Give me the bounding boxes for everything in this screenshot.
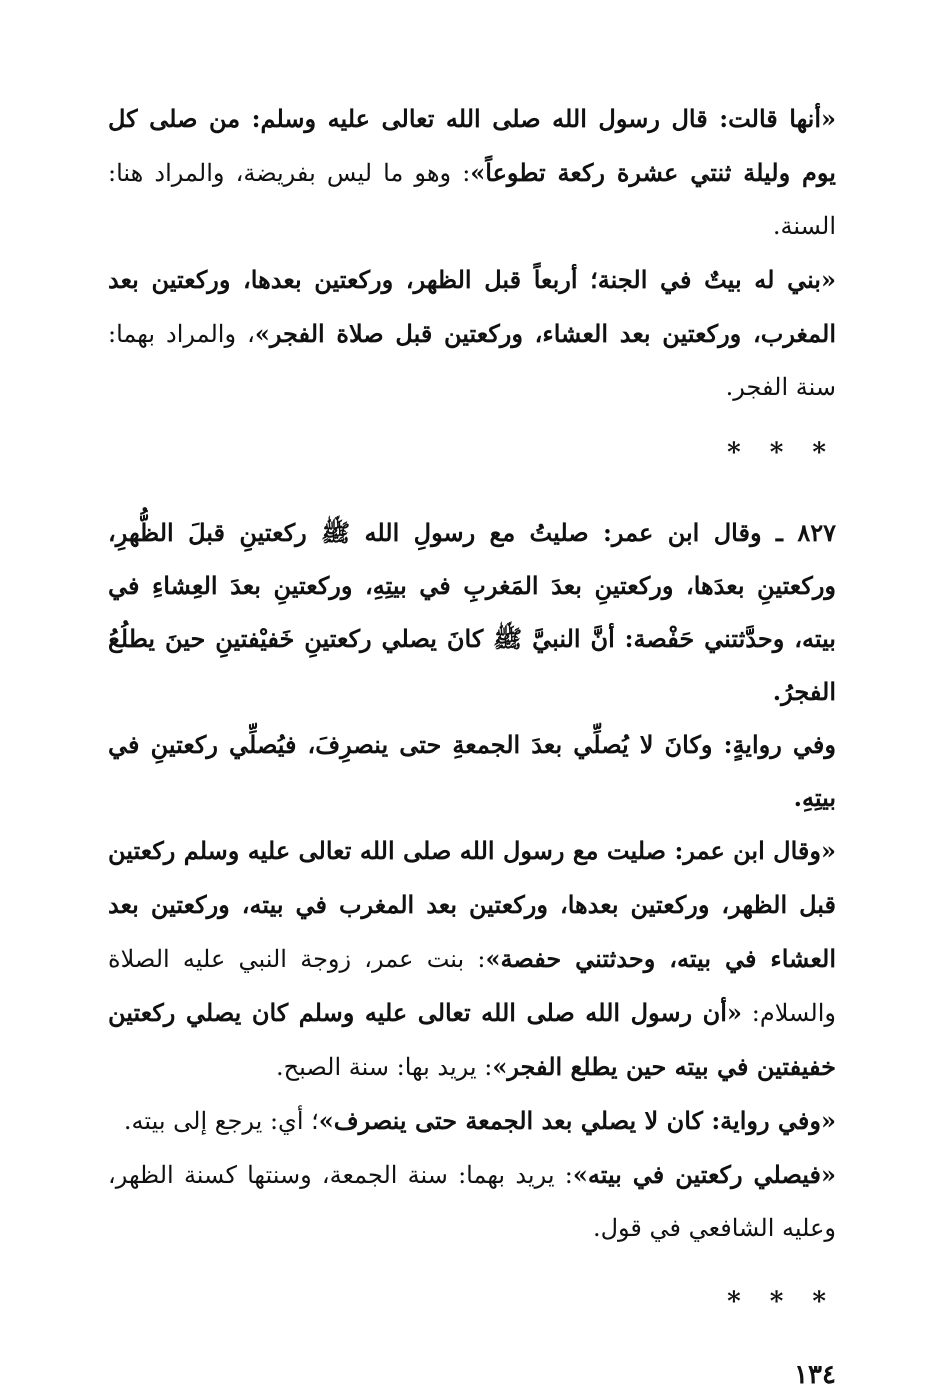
commentary-paragraph-5	[108, 1148, 836, 1255]
quoted-text: «أنها قالت: قال رسول الله صلى الله تعالى عليه وسلم: من صلى كل يوم وليلة ثنتي عشرة ركعة تطوعاً»	[108, 104, 836, 187]
quoted-text: «بني له بيتٌ في الجنة؛ أربعاً قبل الظهر، وركعتين بعدها، وركعتين بعد المغرب، وركعتين بعد العشاء، وركعتين قبل صلاة الفجر»	[108, 265, 836, 348]
quoted-text: «وقال ابن عمر: صليت مع رسول الله صلى الله تعالى عليه وسلم ركعتين قبل الظهر، وركعتين بعدها، وركعتين بعد المغرب في بيته، وركعتين بعد العشاء في بيته، وحدثتني حفصة»	[108, 836, 837, 973]
hadith-riwaya: وفي روايةٍ: وكانَ لا يُصلِّي بعدَ الجمعةِ حتى ينصرِفَ، فيُصلِّي ركعتينِ في بيتِهِ.	[108, 730, 836, 812]
quoted-text: «فيصلي ركعتين في بيته»	[572, 1160, 836, 1189]
page-number: ١٣٤	[794, 1360, 836, 1390]
hadith-text: ٨٢٧ ـ وقال ابن عمر: صليتُ مع رسولِ الله ﷺ ركعتينِ قبلَ الظُّهرِ، وركعتينِ بعدَها، وركعتينِ بعدَ المَغربِ في بيتِهِ، وركعتينِ بعدَ العِشاءِ في بيته، وحدَّثتني حَفْصة: أنَّ النبيَّ ﷺ كانَ يصلي ركعتينِ خَفيْفتينِ حينَ يطلُعُ الفجرُ.	[108, 518, 836, 706]
commentary-text: : يريد بهما: سنة الجمعة، وسنتها كسنة الظهر، وعليه الشافعي في قول.	[108, 1161, 836, 1242]
commentary-text: ، والمراد بهما: سنة الفجر.	[108, 320, 836, 401]
commentary-paragraph-1	[108, 92, 836, 253]
page-content	[108, 92, 836, 1390]
section-separator: * * *	[727, 438, 836, 468]
commentary-text: : وهو ما ليس بفريضة، والمراد هنا: السنة.	[108, 159, 836, 240]
commentary-text: : بنت عمر، زوجة النبي عليه الصلاة والسلام:	[108, 945, 837, 1027]
quoted-text: «وفي رواية: كان لا يصلي بعد الجمعة حتى ينصرف»	[318, 1106, 836, 1135]
quoted-text-2: «أن رسول الله صلى الله تعالى عليه وسلم كان يصلي ركعتين خفيفتين في بيته حين يطلع الفجر»	[108, 998, 836, 1081]
commentary-paragraph-3	[108, 824, 836, 1094]
section-separator-2: * * *	[727, 1287, 836, 1317]
commentary-paragraph-2	[108, 253, 836, 414]
commentary-paragraph-4	[108, 1094, 836, 1148]
commentary-text-2: : يريد بها: سنة الصبح.	[275, 1053, 493, 1081]
commentary-text: ؛ أي: يرجع إلى بيته.	[123, 1107, 319, 1135]
